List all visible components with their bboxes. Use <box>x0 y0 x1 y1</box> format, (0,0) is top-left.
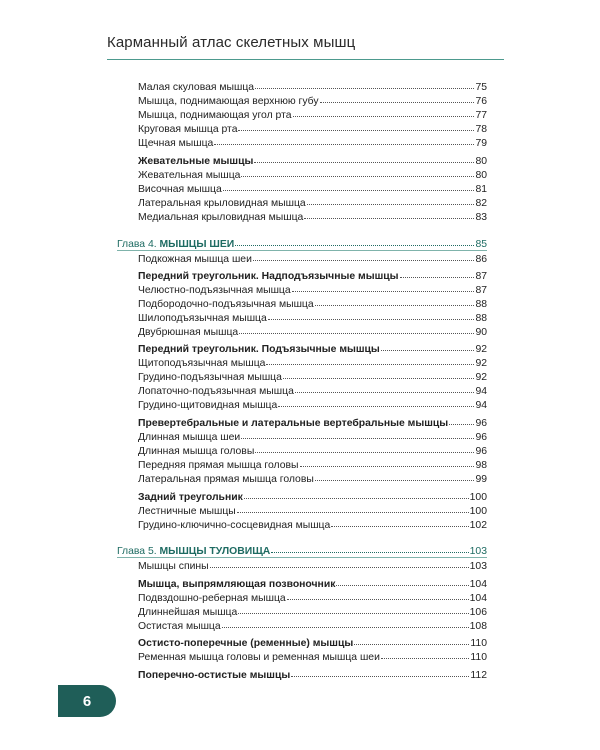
dot-leader <box>278 396 474 407</box>
dot-leader <box>381 340 475 351</box>
entry-label: Латеральная крыловидная мышца <box>138 198 306 209</box>
entry-page-number: 103 <box>469 546 487 557</box>
toc-entry <box>138 397 487 411</box>
dot-leader <box>300 456 475 467</box>
dot-leader <box>255 442 474 453</box>
chapter-entry <box>117 543 487 557</box>
entry-page-number: 96 <box>475 446 487 457</box>
toc-entry <box>138 121 487 135</box>
toc-entry <box>138 324 487 338</box>
entry-label: Передний треугольник. Подъязычные мышцы <box>138 344 380 355</box>
dot-leader <box>291 666 469 677</box>
toc-entry <box>138 167 487 181</box>
header-title: Карманный атлас скелетных мышц <box>107 34 356 51</box>
entry-label: Лестничные мышцы <box>138 506 236 517</box>
entry-page-number: 99 <box>475 474 487 485</box>
toc-entry <box>138 517 487 531</box>
entry-label: Мышца, поднимающая верхнюю губу <box>138 96 319 107</box>
entry-page-number: 100 <box>469 492 487 503</box>
dot-leader <box>223 180 475 191</box>
entry-label: Височная мышца <box>138 184 222 195</box>
entry-label: Длиннейшая мышца <box>138 607 238 618</box>
dot-leader <box>210 557 469 568</box>
entry-label: Щечная мышца <box>138 138 214 149</box>
entry-page-number: 103 <box>469 561 487 572</box>
dot-leader <box>315 470 475 481</box>
entry-label: Щитоподъязычная мышца <box>138 358 266 369</box>
entry-page-number: 85 <box>475 239 487 250</box>
dot-leader <box>244 488 469 499</box>
toc-entry <box>138 79 487 93</box>
entry-page-number: 100 <box>469 506 487 517</box>
entry-label: Подкожная мышца шеи <box>138 254 252 265</box>
dot-leader <box>336 575 468 586</box>
chapter-prefix: Глава 5. <box>117 546 160 557</box>
dot-leader <box>307 194 475 205</box>
entry-label: Грудино-щитовидная мышца <box>138 400 278 411</box>
entry-page-number: 87 <box>475 285 487 296</box>
dot-leader <box>295 382 475 393</box>
entry-page-number: 83 <box>475 212 487 223</box>
toc-entry <box>138 457 487 471</box>
toc-entry <box>138 649 487 663</box>
entry-page-number: 92 <box>475 344 487 355</box>
dot-leader <box>331 516 468 527</box>
dot-leader <box>222 617 469 628</box>
toc-entry <box>138 195 487 209</box>
section-entry <box>138 635 487 649</box>
dot-leader <box>239 323 474 334</box>
toc-entry <box>138 618 487 632</box>
dot-leader <box>293 106 475 117</box>
toc-entry <box>138 471 487 485</box>
dot-leader <box>354 634 469 645</box>
entry-page-number: 92 <box>475 358 487 369</box>
entry-page-number: 108 <box>469 621 487 632</box>
toc-entry <box>138 503 487 517</box>
entry-label: Мышцы спины <box>138 561 209 572</box>
entry-page-number: 96 <box>475 418 487 429</box>
dot-leader <box>287 589 469 600</box>
entry-label: Подбородочно-подъязычная мышца <box>138 299 314 310</box>
toc-entry <box>138 181 487 195</box>
dot-leader <box>271 542 468 553</box>
toc-entry <box>138 604 487 618</box>
section-entry <box>138 415 487 429</box>
section-entry <box>138 667 487 681</box>
entry-page-number: 98 <box>475 460 487 471</box>
entry-page-number: 75 <box>475 82 487 93</box>
entry-page-number: 94 <box>475 386 487 397</box>
entry-label: Поперечно-остистые мышцы <box>138 670 291 681</box>
dot-leader <box>238 603 468 614</box>
entry-page-number: 102 <box>469 520 487 531</box>
entry-page-number: 110 <box>470 652 487 663</box>
dot-leader <box>255 78 474 89</box>
toc-entry <box>138 369 487 383</box>
section-entry <box>138 576 487 590</box>
toc-entry <box>138 429 487 443</box>
dot-leader <box>315 295 475 306</box>
entry-label: Ременная мышца головы и ременная мышца шеи <box>138 652 380 663</box>
toc-entry <box>138 93 487 107</box>
entry-page-number: 110 <box>470 638 487 649</box>
entry-page-number: 86 <box>475 254 487 265</box>
entry-page-number: 82 <box>475 198 487 209</box>
section-entry <box>138 268 487 282</box>
entry-page-number: 80 <box>475 156 487 167</box>
entry-label: Жевательная мышца <box>138 170 241 181</box>
dot-leader <box>304 208 474 219</box>
entry-label: Малая скуловая мышца <box>138 82 255 93</box>
dot-leader <box>320 92 475 103</box>
chapter-name: МЫШЦЫ ШЕИ <box>159 239 235 250</box>
entry-page-number: 90 <box>475 327 487 338</box>
entry-page-number: 104 <box>469 593 487 604</box>
toc-entry <box>138 558 487 572</box>
dot-leader <box>266 354 474 365</box>
entry-page-number: 78 <box>475 124 487 135</box>
chapter-entry <box>117 236 487 250</box>
toc-entry <box>138 209 487 223</box>
entry-page-number: 88 <box>475 313 487 324</box>
entry-page-number: 112 <box>470 670 487 681</box>
dot-leader <box>449 414 474 425</box>
page-number: 6 <box>82 692 92 710</box>
entry-label: Грудино-ключично-сосцевидная мышца <box>138 520 331 531</box>
entry-label: Двубрюшная мышца <box>138 327 239 338</box>
entry-label: Мышца, поднимающая угол рта <box>138 110 292 121</box>
toc-entry <box>138 107 487 121</box>
dot-leader <box>400 267 475 278</box>
entry-page-number: 94 <box>475 400 487 411</box>
entry-page-number: 92 <box>475 372 487 383</box>
entry-label: Передний треугольник. Надподъязычные мышцы <box>138 271 399 282</box>
entry-page-number: 80 <box>475 170 487 181</box>
dot-leader <box>241 428 474 439</box>
entry-label: Лопаточно-подъязычная мышца <box>138 386 294 397</box>
entry-label: Шилоподъязычная мышца <box>138 313 267 324</box>
toc-entry <box>138 355 487 369</box>
chapter-prefix: Глава 4. <box>117 239 160 250</box>
entry-page-number: 104 <box>469 579 487 590</box>
toc-entry <box>138 282 487 296</box>
entry-page-number: 77 <box>475 110 487 121</box>
entry-page-number: 88 <box>475 299 487 310</box>
entry-label: Челюстно-подъязычная мышца <box>138 285 291 296</box>
dot-leader <box>237 502 469 513</box>
chapter-name: МЫШЦЫ ТУЛОВИЩА <box>159 546 271 557</box>
entry-label: Задний треугольник <box>138 492 243 503</box>
entry-page-number: 96 <box>475 432 487 443</box>
entry-label: Превертебральные и латеральные вертебральные мышцы <box>138 418 449 429</box>
entry-label: Медиальная крыловидная мышца <box>138 212 304 223</box>
toc-entry <box>138 296 487 310</box>
entry-label: Латеральная прямая мышца головы <box>138 474 314 485</box>
dot-leader <box>381 648 470 659</box>
section-entry <box>138 489 487 503</box>
entry-label: Жевательные мышцы <box>138 156 254 167</box>
toc-entry <box>138 310 487 324</box>
entry-page-number: 76 <box>475 96 487 107</box>
entry-label: Круговая мышца рта <box>138 124 238 135</box>
entry-page-number: 79 <box>475 138 487 149</box>
entry-page-number: 87 <box>475 271 487 282</box>
dot-leader <box>283 368 475 379</box>
dot-leader <box>238 120 474 131</box>
page-number-badge <box>58 685 116 717</box>
entry-page-number: 81 <box>475 184 487 195</box>
entry-label: Передняя прямая мышца головы <box>138 460 299 471</box>
toc-entry <box>138 251 487 265</box>
toc-entry <box>138 383 487 397</box>
entry-label: Мышца, выпрямляющая позвоночник <box>138 579 336 590</box>
dot-leader <box>214 134 474 145</box>
dot-leader <box>253 250 475 261</box>
dot-leader <box>254 152 474 163</box>
entry-label: Подвздошно-реберная мышца <box>138 593 286 604</box>
entry-label: Остистая мышца <box>138 621 221 632</box>
dot-leader <box>235 235 474 246</box>
entry-label: Длинная мышца головы <box>138 446 255 457</box>
entry-page-number: 106 <box>469 607 487 618</box>
toc-entry <box>138 590 487 604</box>
entry-label: Остисто-поперечные (ременные) мышцы <box>138 638 354 649</box>
toc-entry <box>138 443 487 457</box>
dot-leader <box>241 166 474 177</box>
section-entry <box>138 341 487 355</box>
section-entry <box>138 153 487 167</box>
toc-entry <box>138 135 487 149</box>
dot-leader <box>268 309 475 320</box>
entry-label: Длинная мышца шеи <box>138 432 241 443</box>
entry-label: Грудино-подъязычная мышца <box>138 372 282 383</box>
dot-leader <box>292 281 475 292</box>
